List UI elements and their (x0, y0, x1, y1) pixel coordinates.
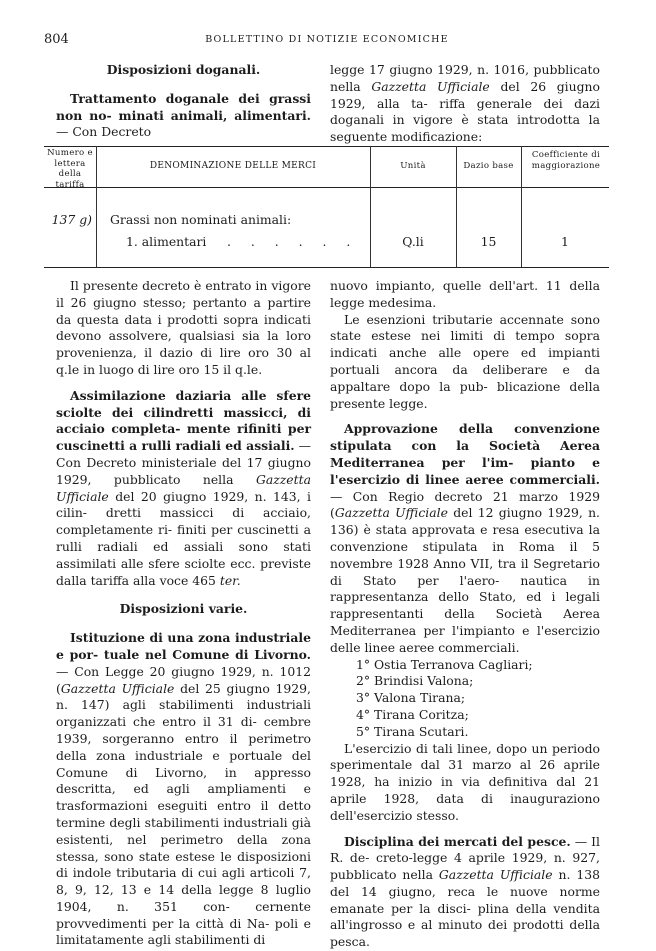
article-heading: Disciplina dei mercati del pesce. (344, 834, 571, 849)
cell-item-title: Grassi non nominati animali: (110, 212, 291, 228)
header-dazio: Dazio base (458, 161, 519, 172)
cell-dazio: 15 (456, 234, 521, 250)
cell-item-leader-dots: . . . . . . (227, 234, 358, 250)
table-rule-header (44, 187, 609, 188)
text-segment: legge 17 giugno 1929, n. 1016, pubblicato nella (330, 62, 600, 94)
section-title-customs: Disposizioni doganali. (56, 62, 311, 79)
list-item: 3° Valona Tirana; (356, 690, 600, 707)
page-header (44, 32, 610, 50)
article-livorno (56, 630, 311, 949)
section-title-various: Disposizioni varie. (56, 601, 311, 618)
paragraph: L'esercizio di tali linee, dopo un periodo sperimentale dal 31 marzo al 26 aprile 1928, ha inizio in via definitiva dal 21 aprile 1928, data di inauguraziono dell'esercizio stesso. (330, 741, 600, 825)
article-heading: Approvazione della convenzione stipulata con la Società Aerea Mediterranea per l'im- pianto e l'esercizio di linee aeree commerciali. (330, 421, 600, 486)
article-fats-lead (56, 91, 311, 141)
article-air-lines (330, 421, 600, 656)
page-number: 804 (44, 32, 69, 47)
text-segment: del 20 giugno 1929, n. 143, i cilin- dretti massicci di acciaio, completamente ri- finiti per cuscinetti a rulli radiali ed assiali sono stati assimilati alle sfere sciolte ecc. previste dalla tariffa alla voce 465 (56, 489, 311, 588)
article-heading: Assimilazione daziaria alle sfere sciolte dei cilindretti massicci, di acciaio completa- mente rifiniti per cuscinetti a rulli radiali ed assiali. (56, 388, 311, 453)
text-segment: — Il R. de- creto-legge 4 aprile 1929, n. 927, pubblicato nella (330, 834, 600, 883)
gazette-name: Gazzetta Ufficiale (61, 681, 175, 696)
list-item: 5° Tirana Scutari. (356, 724, 600, 741)
table-rule-top (44, 146, 609, 147)
text-segment: del 12 giugno 1929, n. 136) è stata approvata e resa esecutiva la convenzione stipulata in Roma il 5 novembre 1928 Anno VII, tra il Segretario di Stato per l'aero- nautica in rappresentanza dello Stato, ed i legali rappresentanti della Società Aerea Mediterranea per l'impianto e l'esercizio delle linee aeree commerciali. (330, 505, 600, 654)
article-fats-text: — Con Decreto (56, 124, 151, 139)
text-segment: del 26 giugno 1929, alla ta- riffa generale dei dazi doganali in vigore è stata introdotta la seguente modificazione: (330, 79, 600, 144)
header-denominazione: DENOMINAZIONE DELLE MERCI (100, 161, 366, 172)
header-coefficiente: Coefficiente di maggiorazione (523, 150, 609, 172)
text-segment: — Con Legge 20 giugno 1929, n. 1012 ( (56, 664, 311, 696)
header-unita: Unità (372, 161, 454, 172)
text-segment: — Con Regio decreto 21 marzo 1929 ( (330, 489, 600, 521)
tariff-table (44, 146, 609, 267)
article-fats-heading: Trattamento doganale dei grassi non no- minati animali, alimentari. (56, 91, 311, 123)
left-column (56, 278, 311, 949)
table-rule-bottom (44, 267, 609, 268)
article-assimilation (56, 388, 311, 590)
running-title: BOLLETTINO DI NOTIZIE ECONOMICHE (44, 34, 610, 45)
table-col-divider (96, 146, 97, 267)
paragraph: Il presente decreto è entrato in vigore il 26 giugno stesso; pertanto a partire da questa data i prodotti sopra indicati devono assolvere, qualsiasi sia la loro provenienza, il dazio di lire oro 30 al q.le in luogo di lire oro 15 il q.le. (56, 278, 311, 379)
cell-numero: 137 g) (44, 212, 92, 228)
list-item: 4° Tirana Coritza; (356, 707, 600, 724)
header-numero: Numero e lettera della tariffa (46, 148, 94, 190)
gazette-name: Gazzetta Ufficiale (371, 79, 489, 94)
intro-left-column (56, 62, 311, 141)
right-column (330, 278, 600, 951)
list-item: 2° Brindisi Valona; (356, 673, 600, 690)
list-item: 1° Ostia Terranova Cagliari; (356, 657, 600, 674)
gazette-name: Gazzetta Ufficiale (439, 867, 553, 882)
cell-item-sub: 1. alimentari (126, 234, 206, 250)
gazette-name: Gazzetta Ufficiale (335, 505, 448, 520)
paragraph: nuovo impianto, quelle dell'art. 11 della legge medesima. (330, 278, 600, 312)
text-segment: del 25 giugno 1929, n. 147) agli stabilimenti industriali organizzati che entro il 31 di- cembre 1939, sorgeranno entro il perimetro della zona industriale e portuale del Comune di Livorno, in appresso descritta, ed agli ampliamenti e trasformazioni eseguiti entro il detto termine degli stabilimenti industriali già esistenti, nel perimetro della zona stessa, sono state estese le disposizioni di indole tributaria di cui agli articoli 7, 8, 9, 12, 13 e 14 della legge 8 luglio 1904, n. 351 con- cernente provvedimenti per la città di Na- poli e limitatamente agli stabilimenti di (56, 681, 311, 948)
article-heading: Istituzione di una zona industriale e por- tuale nel Comune di Livorno. (56, 630, 311, 662)
text-segment: n. 138 del 14 giugno, reca le nuove norme emanate per la disci- plina della vendita all'ingrosso e al minuto dei prodotti della pesca. (330, 867, 600, 949)
article-fats-continued (330, 62, 600, 146)
text-segment: ter. (220, 573, 241, 588)
cell-unita: Q.li (370, 234, 456, 250)
intro-right-column (330, 62, 600, 146)
gazette-name: Gazzetta Ufficiale (56, 472, 311, 504)
air-routes-list (330, 657, 600, 741)
cell-coefficiente: 1 (521, 234, 609, 250)
article-fish-markets (330, 834, 600, 951)
paragraph: Le esenzioni tributarie accennate sono state estese nei limiti di tempo sopra indicati anche alle opere ed impianti portuali ancora da deliberare e da appaltare dopo la pub- blicazione della presente legge. (330, 312, 600, 413)
text-segment: — Con Decreto ministeriale del 17 giugno 1929, pubblicato nella (56, 438, 311, 487)
